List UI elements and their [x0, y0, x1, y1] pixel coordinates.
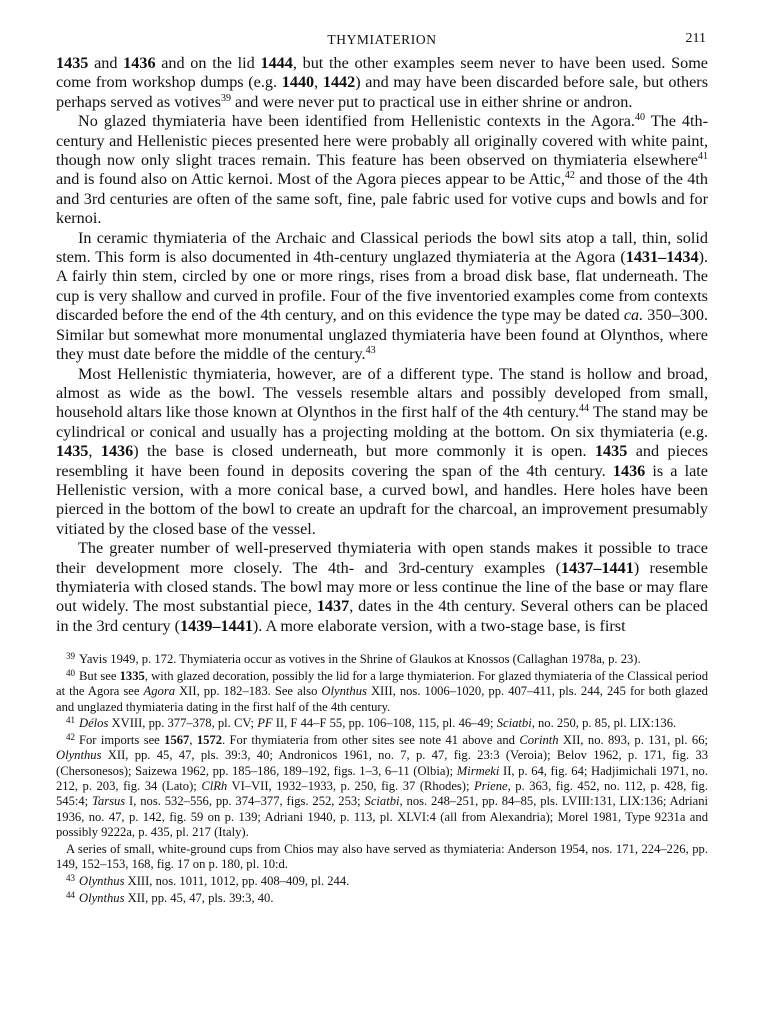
footnote: [56, 716, 708, 731]
footnote-ref: 43: [365, 345, 376, 357]
italic-text: Olynthus: [321, 684, 367, 699]
footnote-separator: [56, 636, 708, 652]
text-run: ). A fairly thin stem, circled by one or more rings, rises from a broad disk base, flat underneath. The cup is very shallow and curved in profile. Four of the five inventoried examples come from contexts discarded before the end of the 4th century, and on this evidence the type may be dated: [56, 248, 708, 325]
catalog-number: 1437: [316, 597, 350, 616]
footnote: [56, 669, 708, 715]
text-run: and is found also on Attic kernoi. Most of the Agora pieces appear to be Attic,: [56, 170, 565, 189]
catalog-number: 1439–1441: [180, 616, 253, 635]
text-run: and were never put to practical use in either shrine or andron.: [230, 92, 633, 111]
paragraph: [56, 539, 708, 636]
catalog-number: 1442: [322, 73, 356, 92]
text-run: and on the lid: [155, 54, 261, 72]
text-run: and those of the 4th and 3rd centuries are often of the same soft, fine, pale fabric used for votive cups and bowls and for kernoi.: [56, 170, 708, 228]
catalog-number: 1572: [196, 733, 223, 748]
italic-text: Sciatbi: [364, 794, 400, 809]
footnote: [56, 891, 708, 906]
catalog-number: 1444: [260, 54, 293, 72]
text-run: , p. 363, fig. 452, no. 112, p. 428, fig. 545:4;: [56, 779, 708, 809]
paragraph: [56, 112, 708, 228]
footnote-ref: 41: [698, 151, 708, 163]
text-run: Yavis 1949, p. 172. Thymiateria occur as votives in the Shrine of Glaukos at Knossos (Callaghan 1978a, p. 23).: [79, 652, 641, 667]
footnotes: [56, 652, 708, 906]
running-title: THYMIATERION: [327, 32, 437, 47]
catalog-number: 1435: [56, 54, 89, 72]
footnote-ref: 40: [634, 112, 645, 124]
text-run: . For thymiateria from other sites see note 41 above and: [222, 733, 520, 748]
italic-text: PF: [257, 716, 273, 731]
text-run: The 4th-century and Hellenistic pieces presented here were probably all originally covered with white paint, though now only slight traces remain. This feature has been observed on thymiateria elsewhere: [56, 112, 709, 170]
text-run: ) resemble thymiateria with closed stands. The bowl may more or less continue the line of the base or may flare out widely. The most substantial piece,: [56, 558, 708, 616]
catalog-number: 1436: [100, 442, 134, 461]
text-run: For imports see: [79, 733, 165, 748]
text-run: , no. 250, p. 85, pl. LIX:136.: [531, 716, 677, 731]
italic-text: Olynthus: [56, 748, 102, 763]
catalog-number: 1437–1441: [560, 558, 634, 577]
footnote-number: 41: [66, 715, 75, 726]
text-run: XIII, nos. 1011, 1012, pp. 408–409, pl. 244.: [124, 873, 350, 888]
text-run: , nos. 248–251, pp. 84–85, pls. LVIII:131, LIX:136; Adriani 1936, no. 47, p. 142, fig. 59 on p. 139; Adriani 1940, p. 113, pl. XLVI:4 (all from Alexandria); Morel 1981, Type 9231a and possibly 9222a, p. 435, pl. 217 (Italy).: [56, 794, 708, 839]
text-run: , but the other examples seem never to have been used. Some come from workshop dumps (e.g.: [56, 54, 708, 92]
italic-text: Olynthus: [79, 873, 125, 888]
italic-text: Tarsus: [92, 794, 126, 809]
running-header: [56, 28, 708, 54]
footnote-number: 44: [66, 889, 75, 900]
page-number: 211: [685, 31, 706, 46]
text-run: ) and may have been discarded before sale, but others perhaps served as votives: [56, 73, 708, 111]
footnote: [56, 842, 708, 873]
catalog-number: 1567: [164, 733, 190, 748]
text-run: , with glazed decoration, possibly the lid for a large thymiaterion. For glazed thymiateria of the Classical period at the Agora see: [56, 668, 709, 699]
footnote-ref: 44: [579, 403, 589, 415]
text-run: A series of small, white-ground cups from Chios may also have served as thymiateria: Anderson 1954, nos. 171, 224–226, pp. 149, 152–153, 168, fig. 17 on p. 180, pl. 10:d.: [56, 841, 708, 872]
footnote-number: 43: [66, 872, 75, 883]
catalog-number: 1335: [119, 668, 145, 683]
catalog-number: 1431–1434: [625, 248, 699, 267]
text-run: In ceramic thymiateria of the Archaic and Classical periods the bowl sits atop a tall, thin, solid stem. This form is also documented in 4th-century unglazed thymiateria at the Agora (: [56, 228, 708, 267]
footnote: [56, 874, 708, 889]
italic-text: Agora: [143, 684, 176, 699]
paragraph: [56, 365, 708, 540]
text-run: The stand may be cylindrical or conical and usually has a projecting molding at the bottom. On six thymiateria (e.g.: [56, 403, 708, 441]
text-run: XII, pp. 45, 47, pls. 39:3, 40.: [124, 890, 274, 905]
paragraph: [56, 229, 708, 365]
text-run: is a late Hellenistic version, with a more conical base, a curved bowl, and handles. Here holes have been pierced in the bottom of the bowl to create an updraft for the charcoal, an improvement presumably vitiated by the closed base of the vessel.: [56, 461, 708, 538]
catalog-number: 1436: [612, 461, 646, 480]
text-run: ). A more elaborate version, with a two-stage base, is first: [252, 616, 626, 635]
italic-text: Sciatbi: [496, 716, 532, 731]
catalog-number: 1436: [123, 54, 156, 72]
catalog-number: 1435: [56, 442, 89, 461]
catalog-number: 1440: [281, 73, 315, 92]
footnote-ref: 42: [564, 170, 575, 182]
footnote: [56, 652, 708, 667]
footnote-number: 40: [66, 667, 75, 678]
text-run: XII, pp. 45, 47, pls. 39:3, 40; Andronicos 1961, no. 7, p. 47, fig. 23:3 (Veroia); Belov 1962, p. 171, fig. 33 (Chersonesos); Saizewa 1962, pp. 185–186, 189–192, figs. 1–3, 6–11 (Olbia);: [56, 748, 708, 778]
italic-text: Délos: [79, 716, 109, 731]
text-run: XVIII, pp. 377–378, pl. CV;: [108, 716, 258, 731]
text-run: and pieces resembling it have been found in deposits covering the span of the 4th century.: [56, 442, 708, 480]
text-run: 350–300. Similar but somewhat more monumental unglazed thymiateria have been found at Olynthos, where they must date before the middle of the century.: [56, 306, 708, 364]
text-run: VI–VII, 1932–1933, p. 250, fig. 37 (Rhodes);: [227, 779, 475, 794]
italic-text: Corinth: [519, 733, 559, 748]
text-run: ,: [189, 733, 197, 748]
text-run: The greater number of well-preserved thymiateria with open stands makes it possible to trace their development more closely. The 4th- and 3rd-century examples (: [56, 539, 708, 577]
italic-text: ClRh: [201, 779, 228, 794]
text-run: XII, pp. 182–183. See also: [175, 684, 322, 699]
text-run: But see: [79, 668, 120, 683]
text-run: II, p. 64, fig. 64; Hadjimichali 1971, no. 212, p. 203, fig. 34 (Lato);: [56, 763, 709, 794]
italic-text: ca.: [623, 306, 644, 325]
footnote-ref: 39: [220, 92, 231, 104]
main-text: [56, 54, 708, 636]
italic-text: Priene: [474, 779, 508, 794]
text-run: ,: [314, 73, 323, 92]
footnote: [56, 733, 708, 840]
text-run: Most Hellenistic thymiateria, however, are of a different type. The stand is hollow and broad, almost as wide as the bowl. The vessels resemble altars and possibly developed from small, household altars like those known at Olynthos in the first half of the 4th century.: [56, 364, 708, 422]
text-run: ) the base is closed underneath, but more commonly it is open.: [133, 442, 595, 461]
text-run: XIII, nos. 1006–1020, pp. 407–411, pls. 244, 245 for both glazed and unglazed thymiateria dating in the first half of the 4th century.: [56, 684, 708, 714]
text-run: , dates in the 4th century. Several others can be placed in the 3rd century (: [56, 597, 708, 635]
italic-text: Olynthus: [79, 890, 125, 905]
footnote-number: 39: [66, 651, 75, 662]
catalog-number: 1435: [594, 442, 628, 461]
text-run: II, F 44–F 55, pp. 106–108, 115, pl. 46–49;: [272, 716, 497, 731]
italic-text: Mirmeki: [456, 763, 500, 778]
text-run: ,: [88, 442, 101, 461]
text-run: and: [88, 54, 124, 72]
page: [56, 28, 708, 907]
text-run: I, nos. 532–556, pp. 374–377, figs. 252, 253;: [125, 794, 365, 809]
paragraph: [56, 54, 708, 112]
text-run: XII, no. 893, p. 131, pl. 66;: [558, 733, 708, 748]
text-run: No glazed thymiateria have been identified from Hellenistic contexts in the Agora.: [78, 112, 635, 131]
footnote-number: 42: [66, 732, 75, 743]
